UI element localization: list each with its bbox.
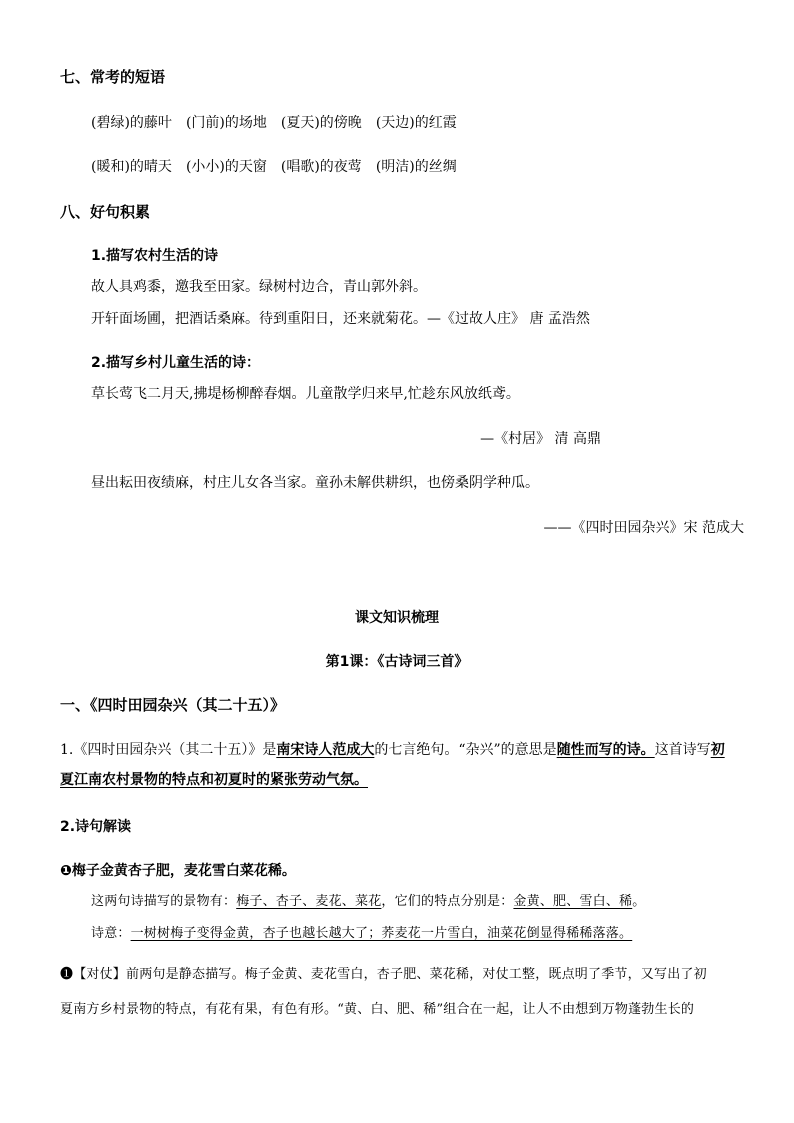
commentary-line: ❶【对仗】前两句是静态描写。梅子金黄、麦花雪白，杏子肥、菜花稀，对仗工整，既点明了季节，又写出了初 (60, 967, 707, 982)
analysis-text: 。 (632, 894, 646, 909)
lesson-title: 第1课：《古诗词三首》 (325, 654, 469, 670)
intro-text: 1.《四时田园杂兴（其二十五）》是 (60, 742, 277, 758)
poem-line: 故人具鸡黍，邀我至田家。绿树村边合，青山郭外斜。 (91, 279, 427, 295)
page-title: 课文知识梳理 (355, 610, 439, 626)
poet-name: 南宋诗人范成大 (276, 742, 375, 758)
phrase: (暖和)的晴天 (91, 159, 172, 175)
phrase-row (91, 160, 457, 174)
phrase-row (91, 116, 457, 130)
poem-line: 草长莺飞二月天,拂堤杨柳醉春烟。儿童散学归来早,忙趁东风放纸鸢。 (91, 386, 520, 402)
intro-text: 这首诗写 (654, 742, 711, 758)
intro-text: 的七言绝句。“杂兴”的意思是 (374, 742, 557, 758)
phrase: (碧绿)的藤叶 (91, 115, 172, 131)
scenery-items: 梅子、杏子、麦花、菜花 (236, 894, 382, 909)
commentary-line: 夏南方乡村景物的特点，有花有果，有色有形。“黄、白、肥、稀”组合在一起，让人不由想到万物蓬勃生长的 (60, 1002, 695, 1017)
subheading: 2.诗句解读 (60, 819, 132, 835)
phrase: (夏天)的傍晚 (280, 115, 362, 131)
poem-line: 昼出耘田夜绩麻，村庄儿女各当家。童孙未解供耕织，也傍桑阴学种瓜。 (91, 475, 539, 491)
phrase: (天边)的红霞 (375, 115, 457, 131)
meaning-label: 诗意： (91, 926, 131, 941)
phrase: (门前)的场地 (185, 115, 267, 131)
meaning-text: 一树树梅子变得金黄，杏子也越长越大了；荞麦花一片雪白，油菜花倒显得稀稀落落。 (130, 926, 633, 941)
intro-emphasis: 初 (710, 742, 725, 758)
subheading: 2.描写乡村儿童生活的诗： (91, 355, 261, 371)
meaning-line (91, 927, 632, 940)
poem-line: 开轩面场圃，把酒话桑麻。待到重阳日，还来就菊花。—《过故人庄》 唐 孟浩然 (91, 311, 590, 327)
intro-line (60, 743, 725, 757)
scenery-features: 金黄、肥、雪白、稀 (513, 894, 633, 909)
term-meaning: 随性而写的诗。 (556, 742, 655, 758)
intro-emphasis: 夏江南农村景物的特点和初夏时的紧张劳动气氛。 (60, 772, 368, 788)
phrase: (唱歌)的夜莺 (280, 159, 362, 175)
section-heading: 八、好句积累 (60, 203, 151, 221)
section-heading: 七、常考的短语 (60, 68, 166, 86)
poem-source: ——《四时田园杂兴》宋 范成大 (543, 520, 744, 536)
phrase: (小小)的天窗 (185, 159, 267, 175)
section-heading: 一、《四时田园杂兴（其二十五）》 (60, 696, 286, 714)
phrase: (明洁)的丝绸 (375, 159, 457, 175)
subheading: 1.描写农村生活的诗 (91, 248, 219, 264)
analysis-line (91, 895, 645, 908)
verse-line: ❶梅子金黄杏子肥，麦花雪白菜花稀。 (60, 863, 296, 879)
analysis-text: 这两句诗描写的景物有： (91, 894, 237, 909)
poem-source: —《村居》 清 高鼎 (480, 431, 601, 447)
analysis-text: ，它们的特点分别是： (381, 894, 514, 909)
